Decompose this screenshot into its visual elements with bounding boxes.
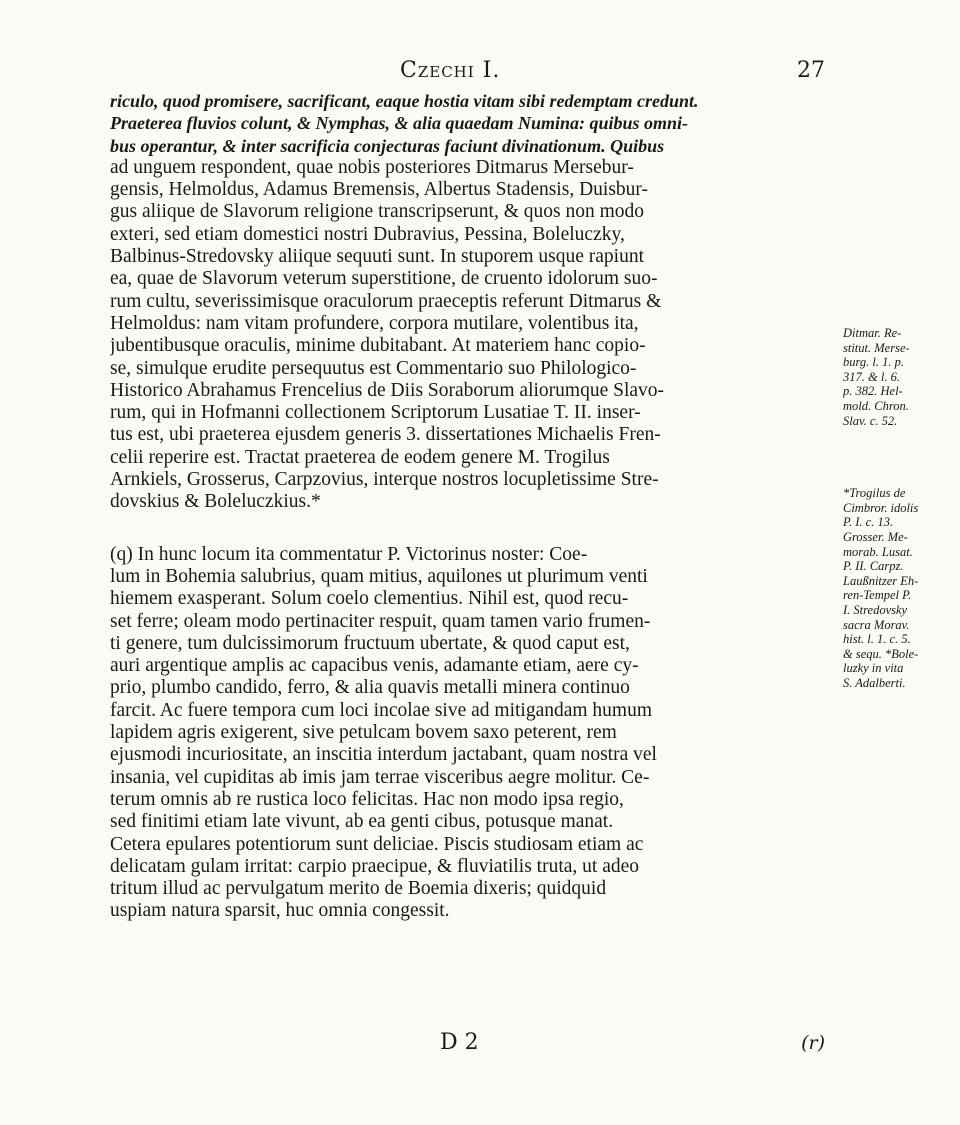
text-line: lapidem agris exigerent, sive petulcam bovem saxo peterent, rem (110, 722, 617, 744)
margin-note-line: luzky in vita (843, 661, 904, 676)
margin-note-line: *Trogilus de (843, 486, 906, 501)
paragraph-gap (110, 514, 825, 544)
text-line: bus operantur, & inter sacrificia conjecturas faciunt divinationum. Quibus (110, 135, 665, 156)
margin-note-line: Grosser. Me- (843, 529, 908, 544)
text-line: terum omnis ab re rustica loco felicitas. Hac non modo ipsa regio, (110, 788, 624, 810)
margin-note-line: Ditmar. Re- (843, 326, 902, 340)
margin-note-line: 317. & l. 6. (843, 369, 900, 384)
margin-note-line: p. 382. Hel- (843, 384, 903, 399)
text-line: ea, quae de Slavorum veterum superstitione, de cruento idolorum suo- (110, 268, 658, 290)
text-line: sed finitimi etiam late vivunt, ab ea genti cibus, potusque manat. (110, 811, 614, 833)
margin-note-line: Slav. c. 52. (843, 413, 898, 428)
text-line: uspiam natura sparsit, huc omnia congessit. (110, 900, 450, 922)
text-line: se, simulque erudite persequutus est Commentario suo Philologico- (110, 357, 637, 379)
text-line: rum, qui in Hofmanni collectionem Scriptorum Lusatiae T. II. inser- (110, 402, 641, 424)
text-line: jubentibusque oraculis, minime dubitabant. At materiem hanc copio- (110, 335, 646, 357)
margin-note-line: ren-Tempel P. (843, 588, 912, 603)
text-line: riculo, quod promisere, sacrificant, eaque hostia vitam sibi redemptam credunt. (110, 91, 699, 111)
text-line: set ferre; oleam modo pertinaciter respuit, quam tamen vario frumen- (110, 610, 651, 632)
page-header (110, 58, 825, 90)
text-line: celii reperire est. Tractat praeterea de eodem genere M. Trogilus (110, 446, 610, 468)
margin-note-trogilus (843, 486, 955, 690)
margin-note-line: & sequ. *Bole- (843, 646, 919, 661)
signature-mark: D 2 (440, 1030, 479, 1055)
page-number: 27 (797, 58, 825, 83)
catchword: (r) (801, 1032, 825, 1054)
text-line: Praeterea fluvios colunt, & Nymphas, & alia quaedam Numina: quibus omni- (110, 113, 689, 134)
running-title: Czechi I. (400, 58, 501, 83)
text-line: Helmoldus: nam vitam profundere, corpora mutilare, volentibus ita, (110, 312, 639, 334)
margin-note-line: stitut. Merse- (843, 340, 910, 355)
paragraph-2 (110, 544, 825, 923)
text-line: lum in Bohemia salubrius, quam mitius, aquilones ut plurimum venti (110, 565, 648, 587)
text-line: (q) In hunc locum ita commentatur P. Victorinus noster: Coe- (110, 543, 588, 565)
margin-note-line: hist. l. 1. c. 5. (843, 632, 911, 647)
text-line: delicatam gulam irritat: carpio praecipue, & fluviatilis truta, ut adeo (110, 855, 640, 877)
margin-note-line: Laußnitzer Eh- (843, 573, 919, 588)
margin-note-line: sacra Morav. (843, 617, 910, 632)
margin-note-line: I. Stredovsky (843, 602, 908, 617)
text-line: ti genere, tum dulcissimorum fructuum ubertate, & quod caput est, (110, 632, 630, 654)
text-line: gus aliique de Slavorum religione transcripserunt, & quos non modo (110, 201, 644, 223)
text-line: ejusmodi incuriositate, an inscitia interdum jactabant, quam nostra vel (110, 744, 657, 766)
text-line: dovskius & Boleluczkius.* (110, 491, 321, 513)
text-line: exteri, sed etiam domestici nostri Dubravius, Pessina, Boleluczky, (110, 223, 625, 245)
text-line: ad unguem respondent, quae nobis posteriores Ditmarus Mersebur- (110, 156, 634, 178)
text-line: tritum illud ac pervulgatum merito de Boemia dixeris; quidquid (110, 878, 607, 900)
margin-note-line: mold. Chron. (843, 398, 909, 413)
margin-notes (843, 326, 955, 690)
margin-note-line: morab. Lusat. (843, 544, 913, 559)
margin-note-line: Cimbror. idolis (843, 500, 919, 515)
text-line: auri argentique amplis ac capacibus venis, adamante etiam, aere cy- (110, 655, 639, 677)
margin-note-line: P. I. c. 13. (843, 515, 894, 530)
margin-note-line: burg. l. 1. p. (843, 355, 904, 370)
text-line: Cetera epulares potentiorum sunt deliciae. Piscis studiosam etiam ac (110, 833, 644, 855)
text-line: Arnkiels, Grosserus, Carpzovius, interque nostros locupletissime Stre- (110, 469, 659, 491)
margin-note-ditmar (843, 326, 955, 428)
text-line: farcit. Ac fuere tempora cum loci incolae sive ad mitigandam humum (110, 699, 653, 721)
text-line: prio, plumbo candido, ferro, & alia quavis metalli minera continuo (110, 677, 630, 699)
text-line: tus est, ubi praeterea ejusdem generis 3. dissertationes Michaelis Fren- (110, 424, 661, 446)
margin-note-line: P. II. Carpz. (843, 559, 904, 574)
page-footer (110, 1030, 825, 1060)
text-line: rum cultu, severissimisque oraculorum praeceptis referunt Ditmarus & (110, 290, 662, 312)
paragraph-1 (110, 90, 825, 514)
margin-note-line: S. Adalberti. (843, 675, 906, 690)
text-line: gensis, Helmoldus, Adamus Bremensis, Albertus Stadensis, Duisbur- (110, 179, 649, 201)
text-line: hiemem exasperant. Solum coelo clementius. Nihil est, quod recu- (110, 588, 629, 610)
text-line: Balbinus-Stredovsky aliique sequuti sunt. In stuporem usque rapiunt (110, 246, 645, 268)
text-line: Historico Abrahamus Frencelius de Diis Soraborum aliorumque Slavo- (110, 379, 665, 401)
text-line: insania, vel cupiditas ab imis jam terrae visceribus aegre molitur. Ce- (110, 766, 650, 788)
main-text (110, 90, 825, 923)
